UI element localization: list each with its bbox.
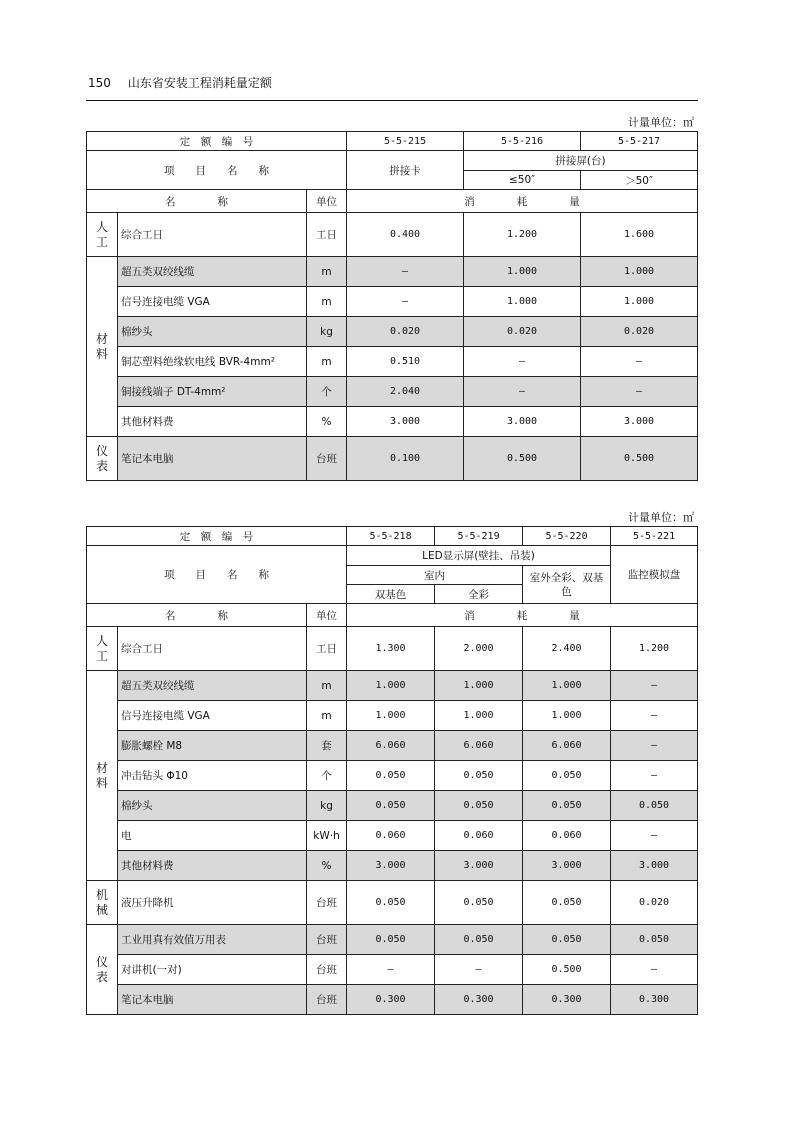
row-name: 综合工日 (118, 627, 307, 671)
book-title: 山东省安装工程消耗量定额 (127, 76, 272, 90)
row-unit: 台班 (307, 881, 347, 925)
row-value: 0.500 (464, 437, 581, 481)
row-value: 3.000 (611, 851, 698, 881)
row-value: 0.050 (435, 881, 523, 925)
row-value: — (611, 821, 698, 851)
item-label: 项 目 名 称 (87, 546, 347, 604)
row-unit: 台班 (307, 925, 347, 955)
quota-code: 5-5-220 (523, 527, 611, 546)
unit-note-1: 计量单位：㎡ (628, 116, 694, 129)
row-value: 0.050 (347, 791, 435, 821)
row-value: 0.050 (611, 791, 698, 821)
row-name: 工业用真有效值万用表 (118, 925, 307, 955)
row-name: 棉纱头 (118, 317, 307, 347)
row-name: 液压升降机 (118, 881, 307, 925)
row-value: — (611, 761, 698, 791)
row-value: 0.400 (347, 213, 464, 257)
row-value: 2.000 (435, 627, 523, 671)
quota-code: 5-5-215 (347, 132, 464, 151)
row-unit: kg (307, 791, 347, 821)
row-name: 超五类双绞线缆 (118, 671, 307, 701)
row-value: 0.060 (435, 821, 523, 851)
row-value: 3.000 (523, 851, 611, 881)
row-value: 0.100 (347, 437, 464, 481)
table-row (87, 287, 698, 317)
row-value: 0.020 (464, 317, 581, 347)
row-value: 6.060 (347, 731, 435, 761)
table-row (87, 821, 698, 851)
row-value: 1.000 (347, 671, 435, 701)
row-value: 1.200 (464, 213, 581, 257)
quota-code: 5-5-221 (611, 527, 698, 546)
row-value: — (464, 377, 581, 407)
row-unit: 个 (307, 377, 347, 407)
row-value: 0.020 (347, 317, 464, 347)
col-unit-header: 单位 (307, 604, 347, 627)
quota-table-2 (86, 526, 698, 1015)
category-instrument: 仪 表 (87, 437, 118, 481)
item-name: 监控模拟盘 (611, 546, 698, 604)
row-value: 0.300 (523, 985, 611, 1015)
item-label: 项 目 名 称 (87, 151, 347, 190)
table-row (87, 213, 698, 257)
row-value: 2.040 (347, 377, 464, 407)
row-value: 2.400 (523, 627, 611, 671)
quota-code: 5-5-219 (435, 527, 523, 546)
category-labor: 人 工 (87, 213, 118, 257)
row-value: 1.200 (611, 627, 698, 671)
row-unit: 工日 (307, 627, 347, 671)
row-name: 笔记本电脑 (118, 985, 307, 1015)
row-value: 0.510 (347, 347, 464, 377)
row-value: 6.060 (435, 731, 523, 761)
row-value: 0.060 (523, 821, 611, 851)
row-name: 铜芯塑料绝缘软电线 BVR-4mm² (118, 347, 307, 377)
table-row (87, 377, 698, 407)
table-row (87, 731, 698, 761)
row-value: 0.050 (435, 925, 523, 955)
row-value: 1.000 (435, 701, 523, 731)
table-row (87, 257, 698, 287)
row-value: 6.060 (523, 731, 611, 761)
row-value: 1.000 (435, 671, 523, 701)
row-value: — (464, 347, 581, 377)
row-value: 0.050 (435, 761, 523, 791)
row-value: 0.050 (611, 925, 698, 955)
table-row (87, 546, 698, 566)
table-row (87, 761, 698, 791)
quota-code: 5-5-217 (581, 132, 698, 151)
row-value: — (347, 955, 435, 985)
table-row (87, 151, 698, 171)
row-value: — (581, 377, 698, 407)
row-value: 1.000 (523, 671, 611, 701)
row-value: 0.050 (523, 881, 611, 925)
row-value: 0.020 (581, 317, 698, 347)
item-indoor: 室内 (347, 566, 523, 585)
row-value: 0.300 (611, 985, 698, 1015)
row-unit: % (307, 407, 347, 437)
quota-label: 定 额 编 号 (87, 527, 347, 546)
row-value: 1.000 (523, 701, 611, 731)
row-unit: 个 (307, 761, 347, 791)
row-unit: m (307, 287, 347, 317)
row-value: — (611, 731, 698, 761)
page-header (88, 74, 272, 91)
unit-note-2: 计量单位：㎡ (628, 511, 694, 524)
row-name: 信号连接电缆 VGA (118, 701, 307, 731)
table-row (87, 190, 698, 213)
table-row (87, 132, 698, 151)
row-value: 0.050 (523, 761, 611, 791)
row-value: 3.000 (435, 851, 523, 881)
category-material: 材 料 (87, 671, 118, 881)
col-consume-header: 消 耗 量 (347, 604, 698, 627)
row-unit: % (307, 851, 347, 881)
row-value: 0.050 (347, 925, 435, 955)
row-value: 0.050 (347, 881, 435, 925)
table-row (87, 527, 698, 546)
table-row (87, 627, 698, 671)
row-unit: m (307, 701, 347, 731)
row-unit: m (307, 347, 347, 377)
item-sub: ＞50″ (581, 171, 698, 190)
row-name: 对讲机(一对) (118, 955, 307, 985)
row-value: 1.000 (464, 287, 581, 317)
row-value: — (435, 955, 523, 985)
row-value: 3.000 (347, 407, 464, 437)
row-value: 0.020 (611, 881, 698, 925)
row-name: 其他材料费 (118, 851, 307, 881)
row-value: 1.300 (347, 627, 435, 671)
category-labor: 人 工 (87, 627, 118, 671)
item-sub: 双基色 (347, 585, 435, 604)
row-value: 3.000 (581, 407, 698, 437)
item-outdoor: 室外全彩、双基色 (523, 566, 611, 604)
row-name: 膨胀螺栓 M8 (118, 731, 307, 761)
row-name: 信号连接电缆 VGA (118, 287, 307, 317)
table-row (87, 925, 698, 955)
row-value: 3.000 (464, 407, 581, 437)
row-value: — (347, 287, 464, 317)
row-value: — (611, 671, 698, 701)
table-row (87, 701, 698, 731)
table-row (87, 604, 698, 627)
row-unit: 台班 (307, 985, 347, 1015)
row-unit: m (307, 671, 347, 701)
quota-code: 5-5-218 (347, 527, 435, 546)
row-value: — (581, 347, 698, 377)
col-consume-header: 消 耗 量 (347, 190, 698, 213)
row-unit: m (307, 257, 347, 287)
row-name: 超五类双绞线缆 (118, 257, 307, 287)
item-sub: 全彩 (435, 585, 523, 604)
table-row (87, 437, 698, 481)
col-unit-header: 单位 (307, 190, 347, 213)
row-unit: 工日 (307, 213, 347, 257)
item-sub: ≤50″ (464, 171, 581, 190)
row-value: — (611, 701, 698, 731)
table-row (87, 881, 698, 925)
item-name: 拼接卡 (347, 151, 464, 190)
row-value: 0.050 (523, 791, 611, 821)
table-row (87, 671, 698, 701)
page-number: 150 (88, 76, 111, 90)
row-name: 铜接线端子 DT-4mm² (118, 377, 307, 407)
row-value: 0.500 (581, 437, 698, 481)
row-unit: kW·h (307, 821, 347, 851)
category-machinery: 机 械 (87, 881, 118, 925)
row-name: 棉纱头 (118, 791, 307, 821)
row-value: 0.050 (523, 925, 611, 955)
row-value: — (611, 955, 698, 985)
row-name: 综合工日 (118, 213, 307, 257)
row-value: 1.000 (464, 257, 581, 287)
row-value: 3.000 (347, 851, 435, 881)
row-value: 0.500 (523, 955, 611, 985)
row-unit: 台班 (307, 955, 347, 985)
col-name-header: 名 称 (87, 604, 307, 627)
category-instrument: 仪 表 (87, 925, 118, 1015)
row-value: 0.300 (435, 985, 523, 1015)
row-value: 1.000 (347, 701, 435, 731)
header-rule (86, 100, 698, 101)
quota-label: 定 额 编 号 (87, 132, 347, 151)
row-value: 0.050 (347, 761, 435, 791)
quota-table-1 (86, 131, 698, 481)
table-row (87, 347, 698, 377)
item-group: 拼接屏(台) (464, 151, 698, 171)
row-value: — (347, 257, 464, 287)
table-row (87, 317, 698, 347)
row-name: 电 (118, 821, 307, 851)
row-value: 1.600 (581, 213, 698, 257)
row-name: 其他材料费 (118, 407, 307, 437)
col-name-header: 名 称 (87, 190, 307, 213)
item-group: LED显示屏(壁挂、吊装) (347, 546, 611, 566)
row-name: 笔记本电脑 (118, 437, 307, 481)
table-row (87, 985, 698, 1015)
quota-code: 5-5-216 (464, 132, 581, 151)
table-row (87, 407, 698, 437)
row-unit: kg (307, 317, 347, 347)
row-unit: 台班 (307, 437, 347, 481)
row-value: 0.060 (347, 821, 435, 851)
category-material: 材 料 (87, 257, 118, 437)
table-row (87, 851, 698, 881)
table-row (87, 791, 698, 821)
row-unit: 套 (307, 731, 347, 761)
row-name: 冲击钻头 Φ10 (118, 761, 307, 791)
row-value: 0.300 (347, 985, 435, 1015)
row-value: 0.050 (435, 791, 523, 821)
row-value: 1.000 (581, 287, 698, 317)
table-row (87, 955, 698, 985)
row-value: 1.000 (581, 257, 698, 287)
